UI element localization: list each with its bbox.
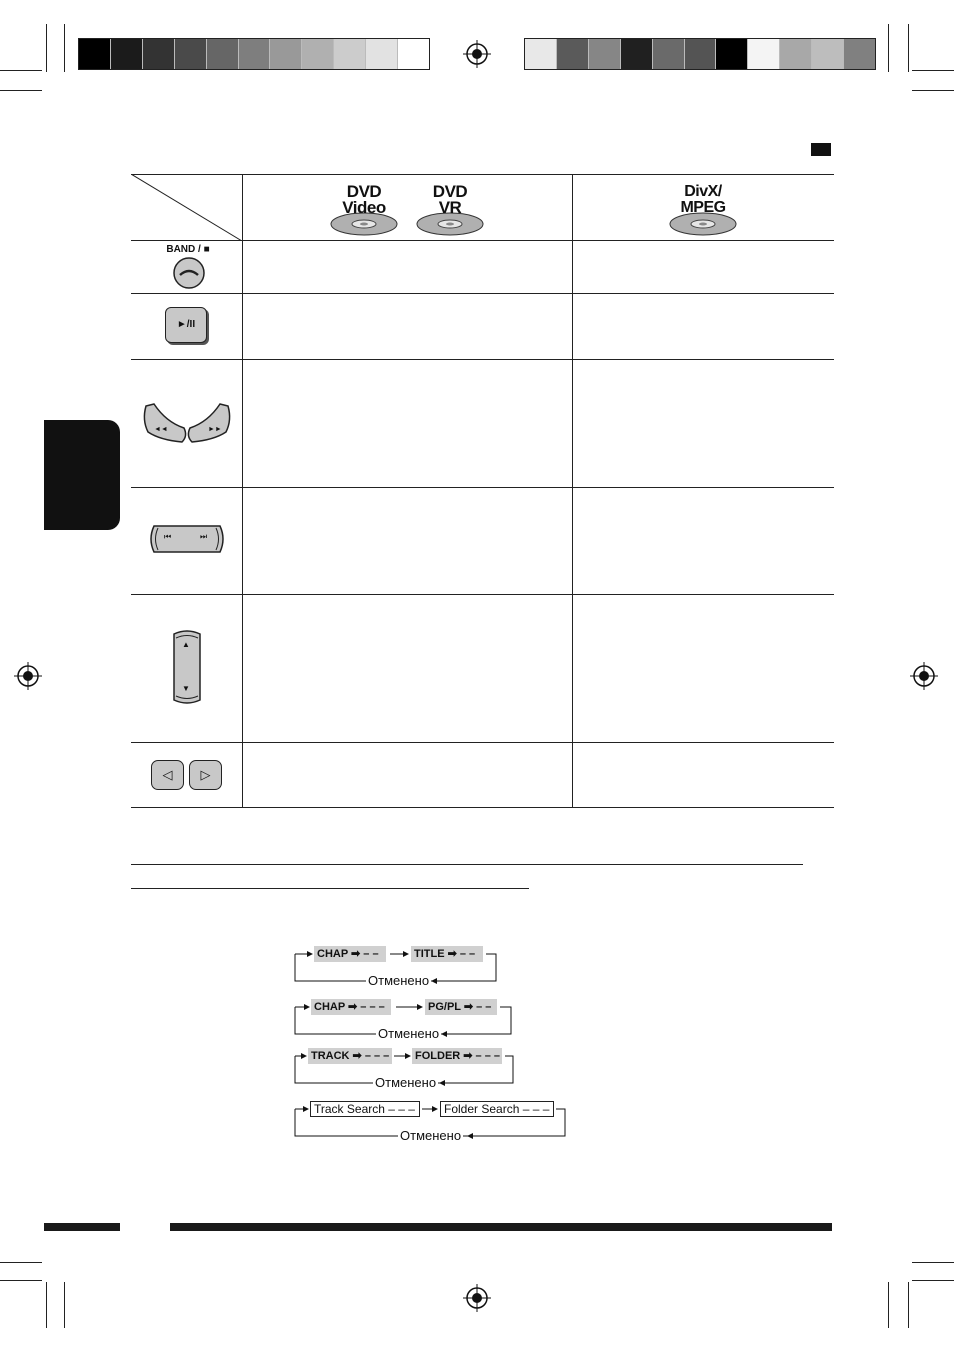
flow-1-first: CHAP ➡ – – xyxy=(314,946,386,962)
flow-2-first: CHAP ➡ – – – xyxy=(311,999,391,1015)
band-stop-label: BAND / ■ xyxy=(166,244,210,255)
down-arrow-icon[interactable]: ▼ xyxy=(182,684,190,693)
left-arrow-icon: ◁ xyxy=(162,767,173,782)
skip-next-icon[interactable]: ⏭ xyxy=(200,532,208,541)
rewind-icon[interactable]: ◄◄ xyxy=(154,426,168,433)
skip-previous-icon[interactable]: ⏮ xyxy=(164,532,172,541)
flow-2-second: PG/PL ➡ – – xyxy=(425,999,497,1015)
up-arrow-icon[interactable]: ▲ xyxy=(182,640,190,649)
flow-2-cancel: Отменено xyxy=(378,1026,440,1041)
fast-forward-icon[interactable]: ►► xyxy=(208,426,222,433)
flow-1-second: TITLE ➡ – – xyxy=(411,946,483,962)
flow-1-cancel: Отменено xyxy=(368,973,430,988)
play-pause-icon: ►/II xyxy=(176,319,196,330)
dvd-vr-label: DVD VR xyxy=(432,182,468,217)
flow-4-first: Track Search – – – xyxy=(310,1101,420,1117)
dvd-video-label: DVD Video xyxy=(342,182,386,217)
footer-bar-right xyxy=(170,1223,832,1231)
flow-3-second: FOLDER ➡ – – – xyxy=(412,1048,502,1064)
divx-mpeg-label: DivX/ MPEG xyxy=(680,183,726,216)
flow-4-second: Folder Search – – – xyxy=(440,1101,554,1117)
footer-bar-left xyxy=(44,1223,120,1231)
flow-3-cancel: Отменено xyxy=(375,1075,437,1090)
flow-4-cancel: Отменено xyxy=(400,1128,462,1143)
flow-3-first: TRACK ➡ – – – xyxy=(308,1048,392,1064)
right-arrow-icon: ▷ xyxy=(200,767,211,782)
